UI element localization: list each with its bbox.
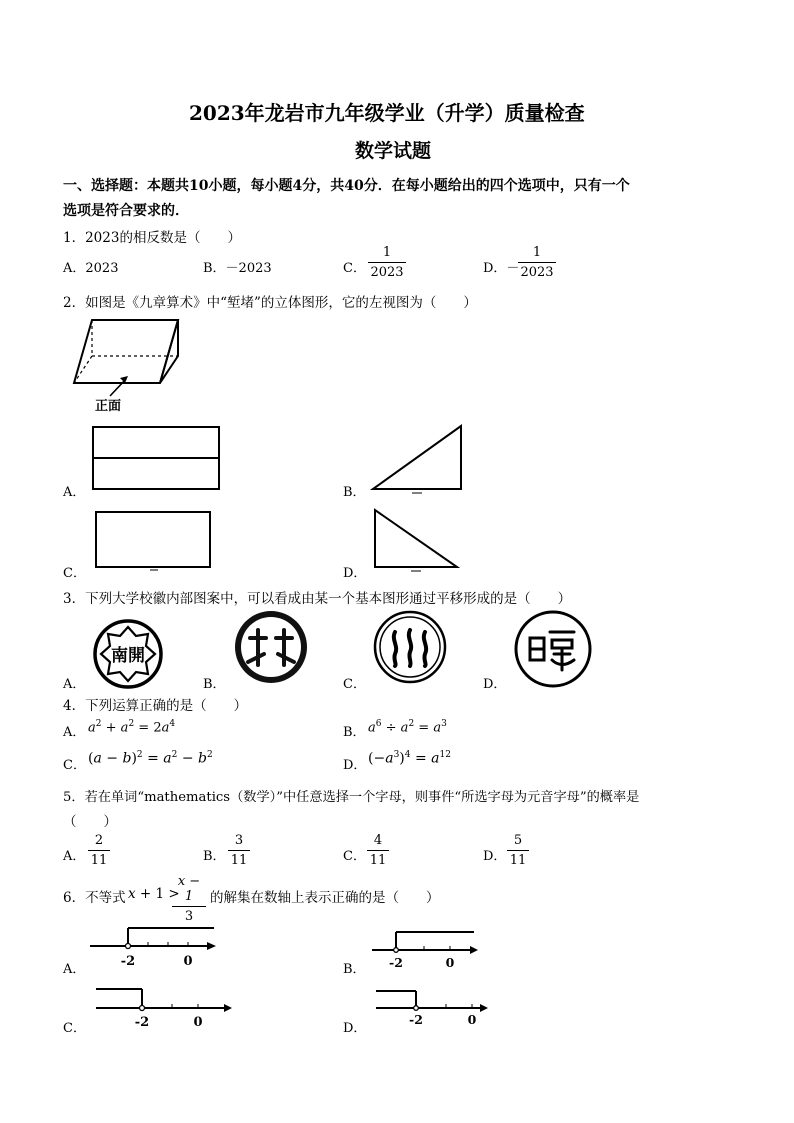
q5-option-b: B． — [203, 849, 226, 864]
q1-option-c-label: C． — [343, 261, 366, 276]
q6-b-tick-neg2: -2 — [389, 955, 403, 970]
q6-option-d: D． — [343, 1021, 367, 1036]
q3-option-c: C． — [343, 677, 366, 692]
q1-stem: 1．2023的相反数是（ ） — [63, 230, 241, 246]
q5-option-a-fraction — [88, 833, 110, 868]
q6-stem-suffix: 的解集在数轴上表示正确的是（ ） — [210, 890, 440, 906]
q3-option-a: A． — [63, 677, 86, 692]
q5-option-d: D． — [483, 849, 507, 864]
q6-a-tick-0: 0 — [183, 954, 193, 969]
q2-option-a: A． — [63, 485, 86, 500]
page-title: 2023年龙岩市九年级学业（升学）质量检查 — [189, 101, 585, 125]
q5-c-denominator: 11 — [369, 853, 387, 868]
q1-option-d-fraction — [518, 245, 556, 280]
q6-d-tick-0: 0 — [467, 1012, 477, 1027]
q4-option-a: A． — [63, 725, 86, 740]
q2-option-b: B． — [343, 485, 366, 500]
q5-option-c-fraction — [367, 833, 389, 868]
q6-c-tick-neg2: -2 — [134, 1015, 150, 1030]
q6-option-b-number-line — [370, 928, 480, 972]
q6-b-tick-0: 0 — [445, 955, 455, 970]
q5-b-denominator: 11 — [230, 853, 248, 868]
q6-d-tick-neg2: -2 — [409, 1012, 423, 1027]
q5-option-c: C． — [343, 849, 366, 864]
q4-option-d-expr: $(-a^3)^4 = a^{12}$ — [368, 750, 451, 767]
q6-frac-numerator: x − 1 — [177, 874, 201, 904]
q5-a-denominator: 11 — [90, 853, 108, 868]
q4-option-d: D． — [343, 758, 367, 773]
q2-option-a-figure — [92, 425, 222, 491]
q2-option-c-figure — [94, 510, 214, 572]
q1-d-numerator: 1 — [532, 245, 542, 260]
q1-option-c-fraction — [368, 245, 406, 280]
q1-option-d-label: D．－ — [483, 261, 520, 276]
q2-stem: 2．如图是《九章算术》中“堑堵”的立体图形，它的左视图为（ ） — [63, 295, 477, 311]
q6-inequality-fraction — [172, 874, 206, 924]
q6-option-c-number-line — [94, 984, 234, 1030]
q4-option-c-expr: $(a - b)^2 = a^2 - b^2$ — [88, 750, 213, 767]
q4-stem: 4．下列运算正确的是（ ） — [63, 698, 248, 714]
q2-option-c: C． — [63, 566, 86, 581]
q6-a-tick-neg2: -2 — [120, 954, 136, 969]
q3-option-b: B． — [203, 677, 226, 692]
q5-d-numerator: 5 — [513, 833, 523, 848]
q5-a-numerator: 2 — [94, 833, 104, 848]
q5-stem-parens: （ ） — [63, 814, 117, 830]
q3-option-b-emblem — [234, 610, 308, 684]
q6-option-a-number-line — [88, 922, 218, 970]
q2-front-label: 正面 — [95, 399, 122, 414]
q5-b-numerator: 3 — [234, 833, 244, 848]
q1-c-denominator: 2023 — [370, 265, 404, 280]
q3-option-c-emblem — [373, 610, 447, 684]
q3-option-d: D． — [483, 677, 507, 692]
section-heading-line1: 一、选择题：本题共10小题，每小题4分，共40分．在每小题给出的四个选项中，只有一个 — [63, 178, 630, 194]
q4-option-b: B． — [343, 725, 366, 740]
page-subtitle: 数学试题 — [355, 140, 432, 162]
q6-frac-denominator: 3 — [184, 909, 194, 924]
q1-option-a: A．2023 — [63, 261, 119, 276]
q6-stem-prefix: 6．不等式 — [63, 890, 126, 906]
q1-d-denominator: 2023 — [520, 265, 554, 280]
q3-a-glyph: 南開 — [111, 646, 145, 666]
q4-option-c: C． — [63, 758, 86, 773]
q6-option-b: B． — [343, 962, 366, 977]
q3-stem: 3．下列大学校徽内部图案中，可以看成由某一个基本图形通过平移形成的是（ ） — [63, 591, 572, 607]
q5-c-numerator: 4 — [373, 833, 383, 848]
q5-option-d-fraction — [507, 833, 529, 868]
q6-option-c: C． — [63, 1021, 86, 1036]
q5-stem: 5．若在单词“mathematics（数学）”中任意选择一个字母，则事件“所选字母为元音字母”的概率是 — [63, 790, 640, 805]
q6-c-tick-0: 0 — [193, 1015, 203, 1030]
q5-option-a: A． — [63, 849, 86, 864]
q3-option-d-emblem — [514, 610, 592, 688]
section-heading-line2: 选项是符合要求的． — [63, 203, 189, 219]
q2-option-b-figure — [372, 424, 466, 494]
q1-c-numerator: 1 — [382, 245, 392, 260]
q5-option-b-fraction — [228, 833, 250, 868]
q6-option-d-number-line — [374, 986, 490, 1030]
q6-inequality-left: x + 1 > — [128, 886, 180, 902]
q4-option-b-expr: $a^6 \div a^2 = a^3$ — [368, 719, 447, 736]
q5-d-denominator: 11 — [509, 853, 527, 868]
q1-option-b: B．－2023 — [203, 261, 272, 276]
q6-option-a: A． — [63, 962, 86, 977]
q4-option-a-expr: $a^2 + a^2 = 2a^4$ — [88, 719, 176, 736]
q2-option-d: D． — [343, 566, 367, 581]
q2-solid-figure — [70, 316, 190, 396]
q2-option-d-figure — [373, 508, 463, 574]
q3-option-a-emblem — [92, 618, 164, 690]
